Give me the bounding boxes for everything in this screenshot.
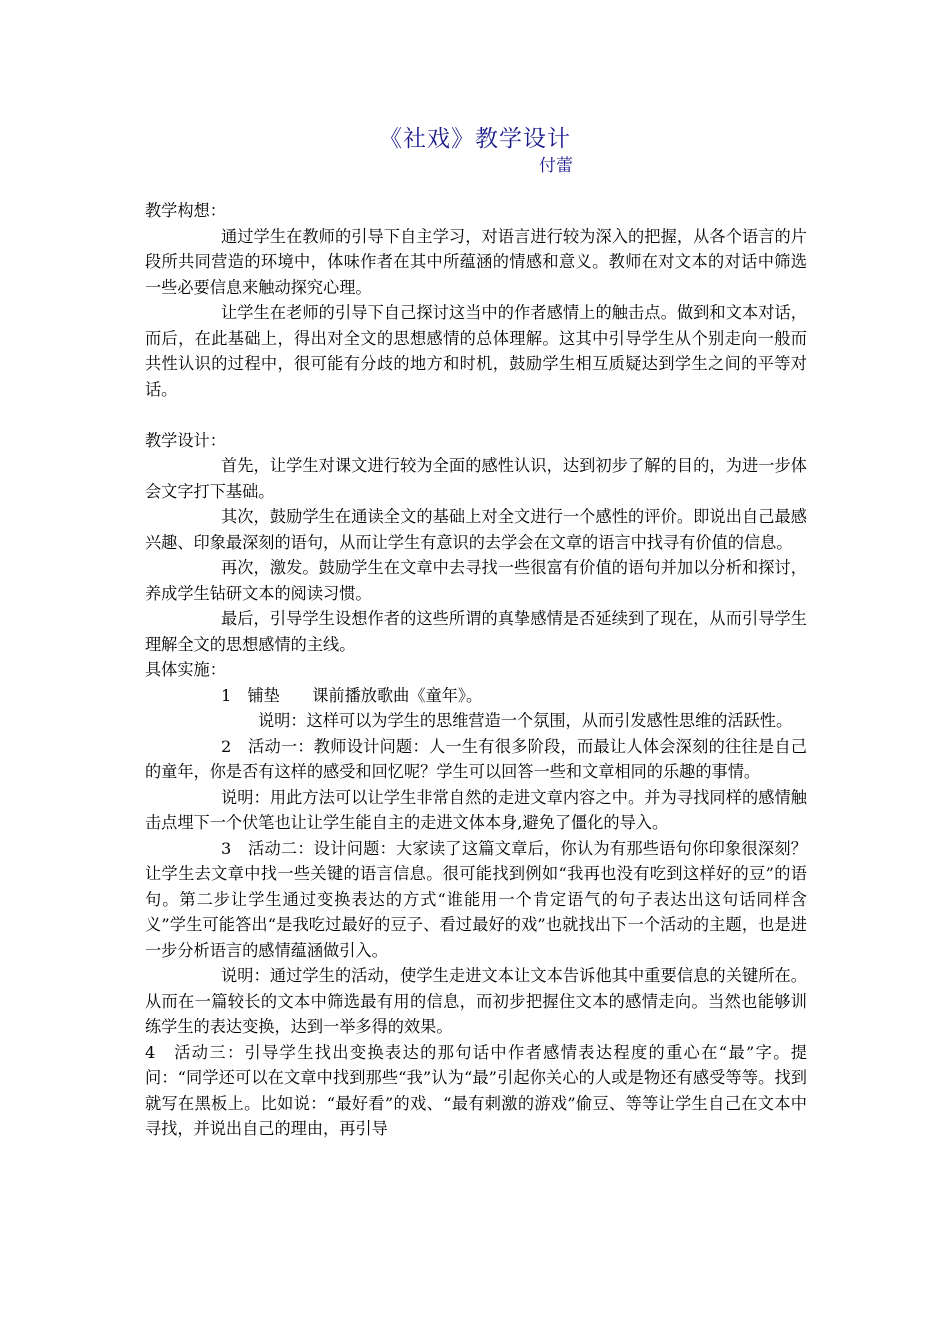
paragraph-design-4: 最后，引导学生设想作者的这些所谓的真挚感情是否延续到了现在，从而引导学生理解全文的思想感情的主线。 (145, 609, 807, 654)
document-title: 《社戏》教学设计 (379, 126, 571, 152)
document-author: 付蕾 (539, 156, 573, 176)
section-heading-design: 教学设计： (145, 430, 226, 450)
paragraph-design-2: 其次，鼓励学生在通读全文的基础上对全文进行一个感性的评价。即说出自己最感兴趣、印象最深刻的语句，从而让学生有意识的去学会在文章的语言中找寻有价值的信息。 (145, 507, 807, 552)
spacer (145, 402, 807, 428)
paragraph-design-3: 再次，激发。鼓励学生在文章中去寻找一些很富有价值的语句并加以分析和探讨，养成学生钻研文本的阅读习惯。 (145, 558, 807, 603)
step-4: 4 活动三：引导学生找出变换表达的那句话中作者感情表达程度的重心在“最”字。提问：“同学还可以在文章中找到那些“我”认为“最”引起你关心的人或是物还有感受等等。找到就写在黑板上。比如说：“最好看”的戏、“最有刺激的游戏”偷豆、等等让学生自己在文本中寻找，并说出自己的理由，再引导 (145, 1042, 807, 1138)
paragraph-concept-1: 通过学生在教师的引导下自主学习，对语言进行较为深入的把握，从各个语言的片段所共同营造的环境中，体味作者在其中所蕴涵的情感和意义。教师在对文本的对话中筛选一些必要信息来触动探究心理。 (145, 226, 807, 297)
section-heading-implementation: 具体实施： (145, 660, 226, 679)
paragraph-concept-2: 让学生在老师的引导下自己探讨这当中的作者感情上的触击点。做到和文本对话，而后，在此基础上，得出对全文的思想感情的总体理解。这其中引导学生从个别走向一般而共性认识的过程中，很可能有分歧的地方和时机，鼓励学生相互质疑达到学生之间的平等对话。 (145, 303, 807, 399)
step-2: 2 活动一：教师设计问题：人一生有很多阶段，而最让人体会深刻的往往是自己的童年，你是否有这样的感受和回忆呢？学生可以回答一些和文章相同的乐趣的事情。 (145, 736, 807, 781)
document-body (145, 198, 807, 1142)
step-1: 1 铺垫 课前播放歌曲《童年》。 (221, 685, 483, 705)
step-3: 3 活动二：设计问题：大家读了这篇文章后，你认为有那些语句你印象很深刻？让学生去文章中找一些关键的语言信息。很可能找到例如“我再也没有吃到这样好的豆”的语句。第二步让学生通过变换表达的方式“谁能用一个肯定语气的句子表达出这句话同样含义”学生可能答出“是我吃过最好的豆子、看过最好的戏”也就找出下一个活动的主题，也是进一步分析语言的感情蕴涵做引入。 (145, 838, 807, 960)
paragraph-design-1: 首先，让学生对课文进行较为全面的感性认识，达到初步了解的目的，为进一步体会文字打下基础。 (145, 456, 807, 501)
step-1-note: 说明：这样可以为学生的思维营造一个氛围，从而引发感性思维的活跃性。 (258, 711, 793, 730)
step-2-note: 说明：用此方法可以让学生非常自然的走进文章内容之中。并为寻找同样的感情触击点埋下一个伏笔也让让学生能自主的走进文体本身,避免了僵化的导入。 (145, 787, 807, 832)
step-3-note: 说明：通过学生的活动，使学生走进文本让文本告诉他其中重要信息的关键所在。从而在一篇较长的文本中筛选最有用的信息，而初步把握住文本的感情走向。当然也能够训练学生的表达变换，达到一举多得的效果。 (145, 966, 807, 1036)
section-heading-concept: 教学构想： (145, 201, 226, 220)
